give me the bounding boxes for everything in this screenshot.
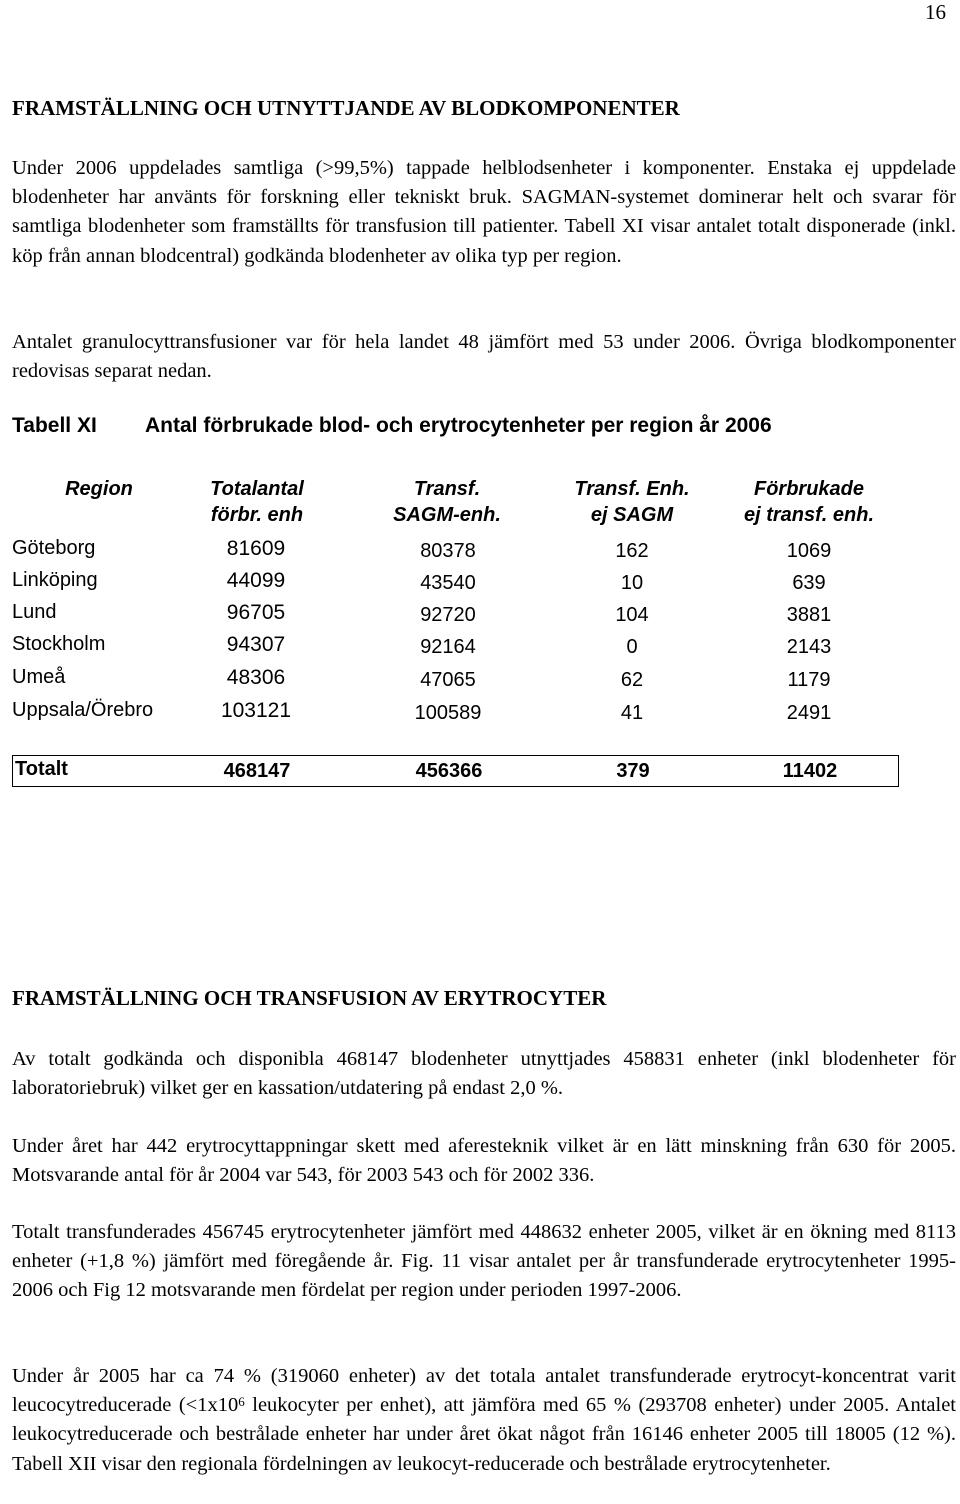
non-sagm-cell: 10 (620, 572, 644, 594)
region-cell: Uppsala/Örebro (12, 699, 154, 721)
col-header-not-transfused (724, 476, 894, 528)
sagm-cell: 100589 (414, 702, 482, 724)
table-row (0, 666, 960, 698)
col-header-region (56, 476, 142, 502)
paragraph-apheresis: Under året har 442 erytrocyttappningar skett med aferesteknik vilket är en lätt minskning från 630 för 2005. Motsvarande antal för år 2004 var 543, för 2003 543 och för 2002 336. (12, 1135, 956, 1187)
not-transfused-cell: 3881 (786, 604, 832, 626)
col-header-region-line1: Region (65, 478, 133, 500)
region-cell: Lund (12, 601, 57, 623)
not-transfused-cell: 1179 (787, 669, 831, 691)
table-row (0, 569, 960, 601)
paragraph-leukocyte-reduction (12, 1362, 956, 1479)
sagm-cell: 47065 (420, 669, 476, 691)
total-not-transfused-cell: 11402 (782, 760, 838, 782)
section-heading-erythrocytes: FRAMSTÄLLNING OCH TRANSFUSION AV ERYTROCYTER (12, 986, 607, 1010)
region-cell: Umeå (12, 666, 66, 688)
paragraph-component-intro: Under 2006 uppdelades samtliga (>99,5%) tappade helblodsenheter i komponenter. Enstaka ej uppdelade blodenheter har använts för forskning eller tekniskt bruk. SAGMAN-systemet dominerar helt och svarar för samtliga blodenheter som framställts för transfusion till patienter. Tabell XI visar antalet totalt disponerade (inkl. köp från annan blodcentral) godkända blodenheter av olika typ per region. (12, 157, 956, 267)
paragraph-utilization: Av totalt godkända och disponibla 468147 blodenheter utnyttjades 458831 enheter (inkl blodenheter för laboratoriebruk) vilket ger en kassation/utdatering på endast 2,0 %. (12, 1048, 956, 1100)
col-header-sagm-line1: Transf. (413, 478, 481, 500)
table-row (0, 537, 960, 569)
not-transfused-cell: 639 (792, 572, 826, 594)
total-label: Totalt (15, 758, 68, 780)
total-cell: 48306 (226, 666, 286, 689)
region-cell: Linköping (12, 569, 98, 591)
total-cell: 44099 (226, 569, 286, 592)
not-transfused-cell: 1069 (786, 540, 832, 562)
sagm-cell: 92720 (420, 604, 476, 626)
col-header-sagm-line2: SAGM-enh. (393, 504, 501, 526)
table-row (0, 601, 960, 633)
table-label: Tabell XI (12, 414, 97, 437)
col-header-non-sagm-line1: Transf. Enh. (574, 478, 690, 500)
table-row (0, 699, 960, 731)
col-header-not-transfused-line1: Förbrukade (753, 478, 865, 500)
total-cell: 81609 (226, 537, 286, 560)
sagm-cell: 43540 (420, 572, 476, 594)
region-cell: Göteborg (12, 537, 96, 559)
not-transfused-cell: 2143 (786, 636, 832, 658)
page-number: 16 (925, 0, 946, 24)
total-cell: 103121 (220, 699, 292, 722)
sagm-cell: 80378 (420, 540, 476, 562)
non-sagm-cell: 0 (626, 636, 638, 658)
non-sagm-cell: 41 (620, 702, 644, 724)
col-header-non-sagm-line2: ej SAGM (590, 504, 674, 526)
paragraph-leukocyte-part2: leukocyter per enhet), att jämföra med 65 % (293708 enheter) under 2005. Antalet leukocytreducerade och bestrålade enheter har under året ökat något från 16146 enheter 2005 till 18005 (12 %). Tabell XII visar den regionala fördelningen av leukocyt-reducerade och bestrålade erytrocytenheter. (12, 1394, 956, 1475)
total-sum-cell: 468147 (223, 760, 291, 782)
sagm-cell: 92164 (420, 636, 476, 658)
total-sagm-cell: 456366 (415, 760, 483, 782)
superscript-exponent: 6 (238, 1394, 245, 1410)
non-sagm-cell: 62 (620, 669, 644, 691)
col-header-total (192, 476, 322, 528)
table-total-row (12, 755, 899, 787)
paragraph-leukocyte-part1: Under år 2005 har ca 74 % (319060 enheter) av det totala antalet transfunderade erytrocyt-koncentrat varit leucocytreducerade (<1x10 (12, 1365, 956, 1417)
col-header-total-line1: Totalantal (210, 478, 304, 500)
paragraph-transfusions: Totalt transfunderades 456745 erytrocytenheter jämfört med 448632 enheter 2005, vilket är en ökning med 8113 enheter (+1,8 %) jämfört med föregående år. Fig. 11 visar antalet per år transfunderade erytrocytenheter 1995-2006 och Fig 12 motsvarande men fördelat per region under perioden 1997-2006. (12, 1221, 956, 1302)
non-sagm-cell: 104 (615, 604, 649, 626)
total-non-sagm-cell: 379 (616, 760, 650, 782)
total-cell: 96705 (226, 601, 286, 624)
col-header-total-line2: förbr. enh (210, 504, 304, 526)
col-header-not-transfused-line2: ej transf. enh. (743, 504, 875, 526)
col-header-sagm (372, 476, 522, 528)
col-header-non-sagm (556, 476, 708, 528)
not-transfused-cell: 2491 (786, 702, 832, 724)
paragraph-granulocyte: Antalet granulocyttransfusioner var för hela landet 48 jämfört med 53 under 2006. Övriga blodkomponenter redovisas separat nedan. (12, 331, 956, 383)
table-row (0, 633, 960, 665)
non-sagm-cell: 162 (615, 540, 649, 562)
table-title: Antal förbrukade blod- och erytrocytenheter per region år 2006 (145, 414, 772, 437)
total-cell: 94307 (226, 633, 286, 656)
section-heading-blood-components: FRAMSTÄLLNING OCH UTNYTTJANDE AV BLODKOMPONENTER (12, 96, 680, 120)
region-cell: Stockholm (12, 633, 106, 655)
